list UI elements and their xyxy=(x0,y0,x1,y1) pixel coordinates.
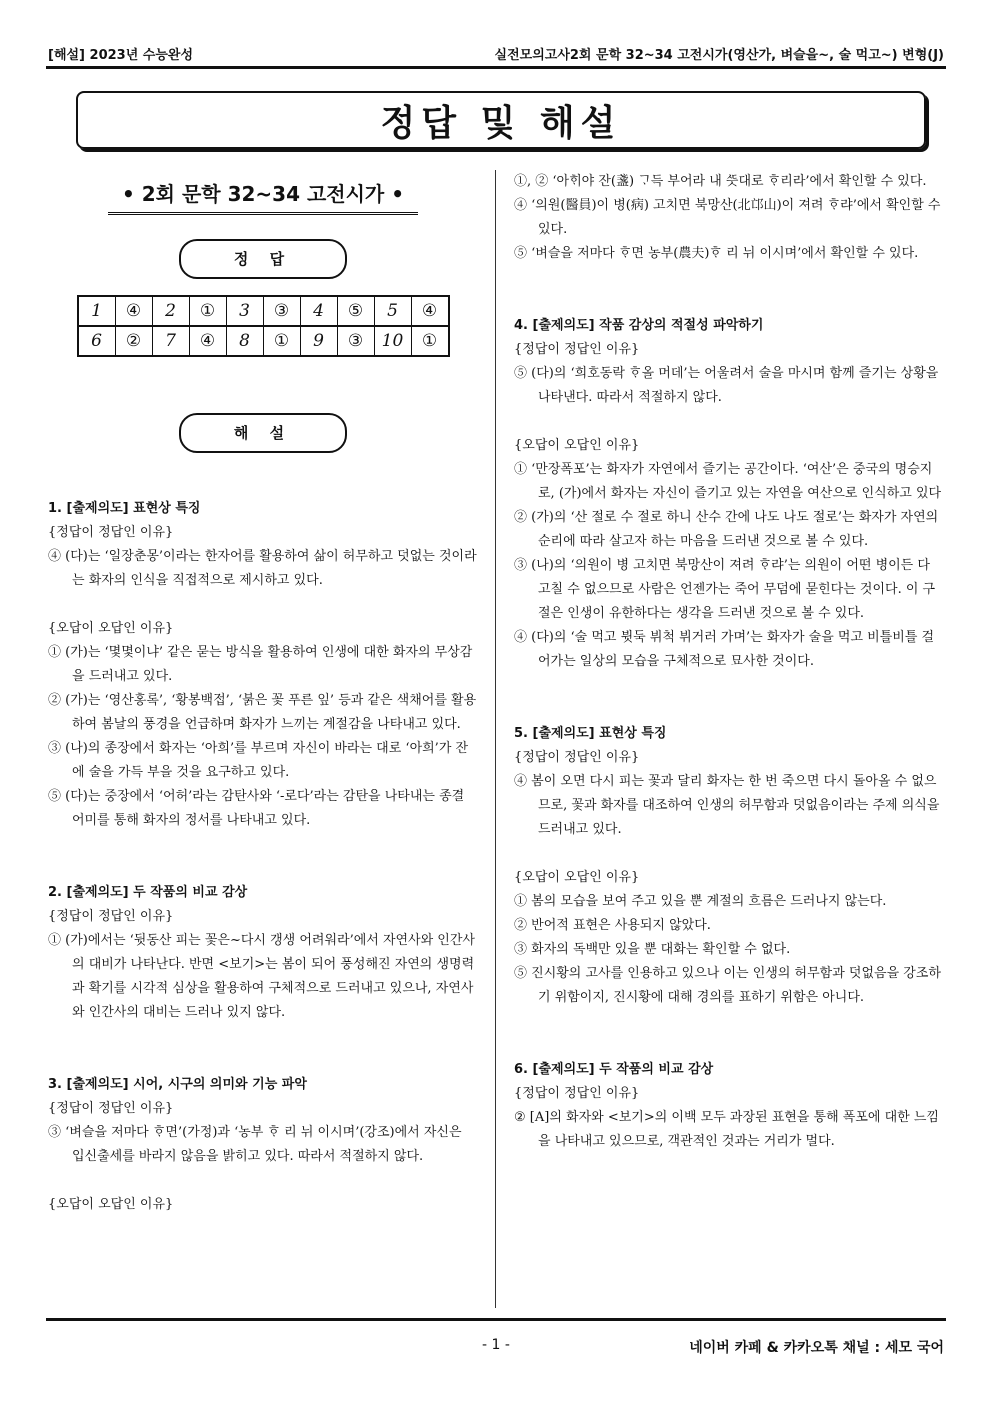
answer-choice: ③ xyxy=(263,296,300,326)
question-number: 9 xyxy=(300,326,337,356)
question-number: 6 xyxy=(78,326,116,356)
q5-wrong-item: ① 봄의 모습을 보여 주고 있을 뿐 계절의 흐름은 드러나지 않는다. xyxy=(514,894,887,909)
q5-correct-heading: {정답이 정답인 이유} xyxy=(514,750,640,765)
answer-choice: ④ xyxy=(115,296,152,326)
q4-wrong-item: ② (가)의 ‘산 절로 수 절로 하니 산수 간에 나도 나도 절로’는 화자가 자연의 순리에 따라 살고자 하는 마음을 드러낸 것으로 볼 수 있다. xyxy=(514,510,939,549)
q3-wrong-item: ④ ‘의원(醫員)이 병(病) 고치면 북망산(北邙山)이 져려 ᄒᆞ랴’에서 확인할 수 있다. xyxy=(514,198,941,237)
answer-choice: ① xyxy=(189,296,226,326)
q1-wrong-item: ① (가)는 ‘몇몇이냐’ 같은 묻는 방식을 활용하여 인생에 대한 화자의 무상감을 드러내고 있다. xyxy=(48,645,473,684)
q5-wrong-item: ② 반어적 표현은 사용되지 않았다. xyxy=(514,918,711,933)
q5-wrong-heading: {오답이 오답인 이유} xyxy=(514,870,640,885)
q4-wrong-item: ③ (나)의 ‘의원이 병 고치면 북망산이 져려 ᄒᆞ랴’는 의원이 어떤 병이든 다 고칠 수 없으므로 사람은 언젠가는 죽어 무덤에 묻힌다는 것이다. 이 구절은 인생이 유한하다는 생각을 드러낸 것으로 볼 수 있다. xyxy=(514,558,936,621)
answer-table xyxy=(77,295,450,357)
q1-wrong-item: ③ (나)의 종장에서 화자는 ‘아희’를 부르며 자신이 바라는 대로 ‘아희’가 잔에 술을 가득 부을 것을 요구하고 있다. xyxy=(48,741,469,780)
page-title: 정답 및 해설 xyxy=(76,91,926,149)
q1-correct-item: ④ (다)는 ‘일장춘몽’이라는 한자어를 활용하여 삶이 허무하고 덧없는 것이라는 화자의 인식을 직접적으로 제시하고 있다. xyxy=(48,549,477,588)
q4-correct-item: ⑤ (다)의 ‘희호동락 ᄒᆞ올 머데’는 어울려서 술을 마시며 함께 즐기는 상황을 나타낸다. 따라서 적절하지 않다. xyxy=(514,366,939,405)
q5-title: 5. [출제의도] 표현상 특징 xyxy=(514,726,667,741)
q5-wrong-item: ③ 화자의 독백만 있을 뿐 대화는 확인할 수 없다. xyxy=(514,942,791,957)
question-number: 3 xyxy=(226,296,263,326)
question-number: 1 xyxy=(78,296,116,326)
answer-choice: ④ xyxy=(411,296,449,326)
q2-correct-heading: {정답이 정답인 이유} xyxy=(48,909,174,924)
q4-wrong-heading: {오답이 오답인 이유} xyxy=(514,438,640,453)
explanation-label: 해 설 xyxy=(179,413,347,453)
q3-wrong-item: ①, ② ‘아ᄒᆡ야 잔(盞) ᄀᆞ득 부어라 내 ᄯᅳᆺ대로 ᄒᆞ리라’에서 확인할 수 있다. xyxy=(514,174,927,189)
q1-wrong-item: ⑤ (다)는 중장에서 ‘어허’라는 감탄사와 ‘-로다’라는 감탄을 나타내는 종결 어미를 통해 화자의 정서를 나타내고 있다. xyxy=(48,789,465,828)
q5-correct-item: ④ 봄이 오면 다시 피는 꽃과 달리 화자는 한 번 죽으면 다시 돌아올 수 없으므로, 꽃과 화자를 대조하여 인생의 허무함과 덧없음이라는 주제 의식을 드러내고 있다. xyxy=(514,774,940,837)
q3-wrong-item: ⑤ ‘벼슬을 저마다 ᄒᆞ면 농부(農夫)ᄒᆞ 리 뉘 이시며’에서 확인할 수 있다. xyxy=(514,246,919,261)
q2-correct-item: ① (가)에서는 ‘뒷동산 피는 꽃은~다시 갱생 어려워라’에서 자연사와 인간사의 대비가 나타난다. 반면 <보기>는 봄이 되어 풍성해진 자연의 생명력과 확기를 시각적 심상을 활용하여 구체적으로 드러내고 있으나, 자연사와 인간사의 대비는 드러나 있지 않다. xyxy=(48,933,475,1020)
answer-row xyxy=(78,296,449,326)
page-number: - 1 - xyxy=(482,1337,510,1353)
q1-correct-heading: {정답이 정답인 이유} xyxy=(48,525,174,540)
footer-channel: 네이버 카페 & 카카오톡 채널 : 세모 국어 xyxy=(689,1340,944,1356)
q1-wrong-item: ② (가)는 ‘영산홍록’, ‘황봉백접’, ‘붉은 꽃 푸른 잎’ 등과 같은 색채어를 활용하여 봄날의 풍경을 언급하며 화자가 느끼는 계절감을 나타내고 있다. xyxy=(48,693,477,732)
q6-correct-item: ② [A]의 화자와 <보기>의 이백 모두 과장된 표현을 통해 폭포에 대한 느낌을 나타내고 있으므로, 객관적인 것과는 거리가 멀다. xyxy=(514,1110,939,1149)
q6-correct-heading: {정답이 정답인 이유} xyxy=(514,1086,640,1101)
q5-wrong-item: ⑤ 진시황의 고사를 인용하고 있으나 이는 인생의 허무함과 덧없음을 강조하기 위함이지, 진시황에 대해 경의를 표하기 위함은 아니다. xyxy=(514,966,941,1005)
header-rule xyxy=(46,66,946,69)
q4-correct-heading: {정답이 정답인 이유} xyxy=(514,342,640,357)
q3-title: 3. [출제의도] 시어, 시구의 의미와 기능 파악 xyxy=(48,1077,307,1092)
left-column xyxy=(48,170,478,1217)
header-right: 실전모의고사2회 문학 32~34 고전시가(영산가, 벼슬을~, 술 먹고~) 변형(J) xyxy=(494,48,944,63)
right-column xyxy=(514,170,944,1154)
q3-correct-item: ③ ‘벼슬을 저마다 ᄒᆞ면’(가정)과 ‘농부 ᄒᆞ 리 뉘 이시며’(강조)에서 자신은 입신출세를 바라지 않음을 밝히고 있다. 따라서 적절하지 않다. xyxy=(48,1125,462,1164)
q4-title: 4. [출제의도] 작품 감상의 적절성 파악하기 xyxy=(514,318,764,333)
q2-title: 2. [출제의도] 두 작품의 비교 감상 xyxy=(48,885,248,900)
column-divider xyxy=(495,170,496,1308)
question-number: 4 xyxy=(300,296,337,326)
question-number: 7 xyxy=(152,326,189,356)
header-left: [해설] 2023년 수능완성 xyxy=(48,48,194,63)
question-number: 5 xyxy=(374,296,411,326)
answer-choice: ① xyxy=(411,326,449,356)
q6-title: 6. [출제의도] 두 작품의 비교 감상 xyxy=(514,1062,714,1077)
q1-wrong-heading: {오답이 오답인 이유} xyxy=(48,621,174,636)
q4-wrong-item: ① ‘만장폭포’는 화자가 자연에서 즐기는 공간이다. ‘여산’은 중국의 명승지로, (가)에서 화자는 자신이 즐기고 있는 자연을 여산으로 인식하고 있다 xyxy=(514,462,942,501)
q3-wrong-heading: {오답이 오답인 이유} xyxy=(48,1197,174,1212)
answer-choice: ④ xyxy=(189,326,226,356)
q4-wrong-item: ④ (다)의 ‘술 먹고 뷧둑 뷔척 뷔거러 가며’는 화자가 술을 먹고 비틀비틀 걸어가는 일상의 모습을 구체적으로 묘사한 것이다. xyxy=(514,630,935,669)
q3-correct-heading: {정답이 정답인 이유} xyxy=(48,1101,174,1116)
answer-row xyxy=(78,326,449,356)
question-number: 8 xyxy=(226,326,263,356)
answer-choice: ⑤ xyxy=(337,296,374,326)
q1-title: 1. [출제의도] 표현상 특징 xyxy=(48,501,201,516)
section-title: • 2회 문학 32~34 고전시가 • xyxy=(108,180,418,215)
answer-label: 정 답 xyxy=(179,239,347,279)
answer-choice: ② xyxy=(115,326,152,356)
footer-rule xyxy=(46,1318,946,1321)
answer-choice: ③ xyxy=(337,326,374,356)
question-number: 10 xyxy=(374,326,411,356)
question-number: 2 xyxy=(152,296,189,326)
answer-choice: ① xyxy=(263,326,300,356)
